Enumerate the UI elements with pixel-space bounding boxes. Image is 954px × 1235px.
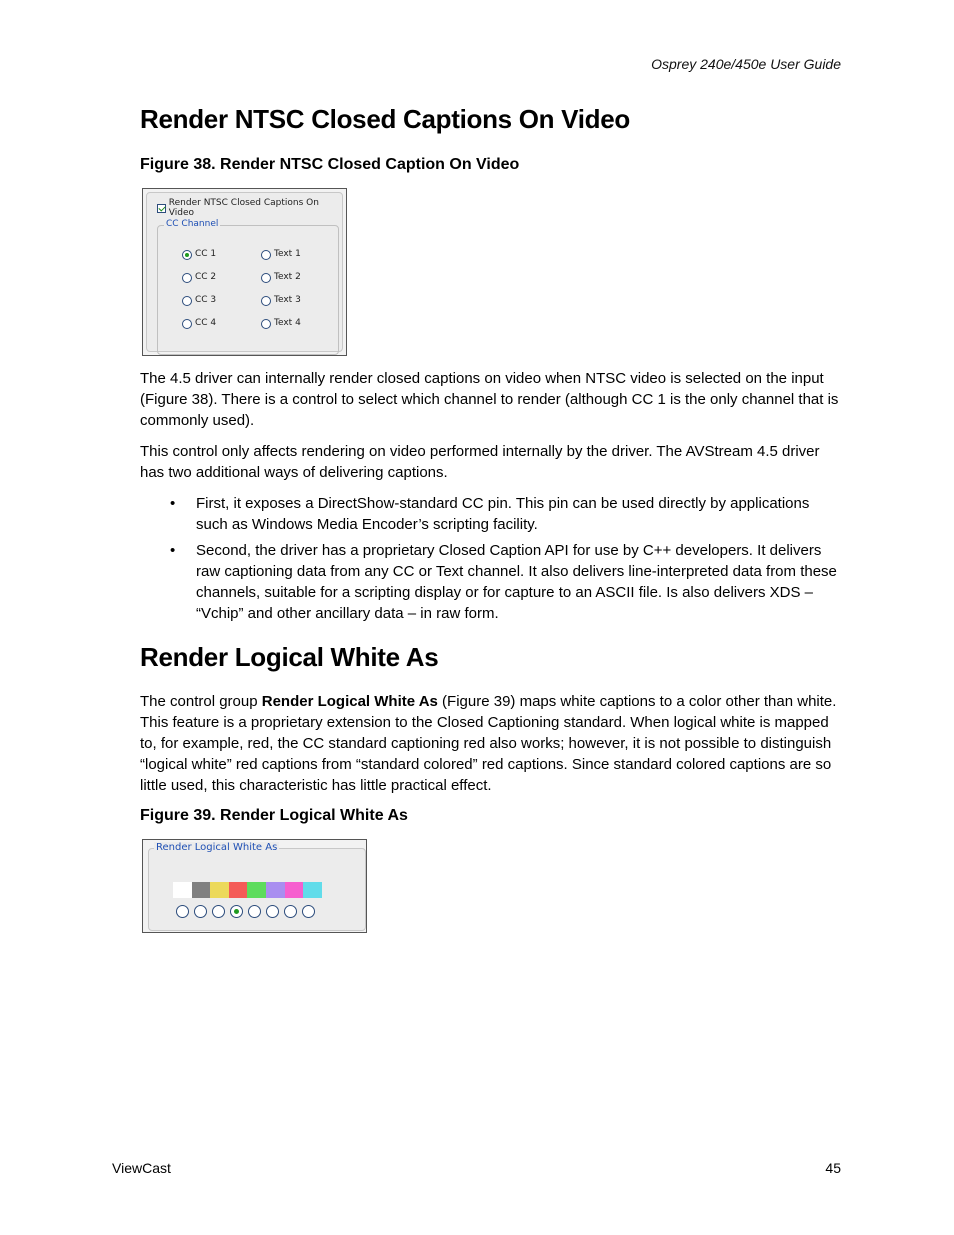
- paragraph-logical-white-start: The control group: [140, 693, 262, 710]
- footer-company: ViewCast: [112, 1160, 171, 1176]
- color-radio-4[interactable]: [230, 905, 243, 918]
- color-swatch-6: [266, 882, 285, 898]
- radio-cc3[interactable]: [182, 296, 192, 306]
- render-cc-checkbox-label: Render NTSC Closed Captions On Video: [168, 198, 319, 218]
- color-radio-row: [176, 905, 315, 918]
- radio-text4-label: Text 4: [274, 318, 301, 328]
- cc-channel-group: [157, 219, 339, 355]
- radio-cc4[interactable]: [182, 319, 192, 329]
- radio-cc3-label: CC 3: [195, 295, 217, 305]
- radio-cc2[interactable]: [182, 273, 192, 283]
- footer-page-number: 45: [825, 1160, 841, 1176]
- color-swatch-1: [173, 882, 192, 898]
- radio-text1[interactable]: [261, 250, 271, 260]
- paragraph-ntsc-1: The 4.5 driver can internally render closed captions on video when NTSC video is selected on the input (Figure 38). There is a control to select which channel to render (although CC 1 is the only channel that is commonly used).: [140, 370, 839, 429]
- color-radio-5[interactable]: [248, 905, 261, 918]
- radio-text2[interactable]: [261, 273, 271, 283]
- color-radio-3[interactable]: [212, 905, 225, 918]
- bullet-text-1: First, it exposes a DirectShow-standard CC pin. This pin can be used directly by applications such as Windows Media Encoder’s scripting facility.: [196, 495, 810, 533]
- radio-cc1[interactable]: [182, 250, 192, 260]
- logical-white-group: [148, 842, 366, 931]
- cc-channel-group-label: CC Channel: [166, 219, 219, 229]
- color-swatch-row: [173, 882, 322, 898]
- paragraph-logical-white-rest: (Figure 39) maps white captions to a color other than white. This feature is a proprietary extension to the Closed Captioning standard. When logical white is mapped to, for example, red, the CC standard captioning red also works; however, it is not possible to distinguish “logical white” red captions from “standard colored” red captions. Since standard colored captions are so little used, this characteristic has little practical effect.: [140, 693, 837, 794]
- color-radio-1[interactable]: [176, 905, 189, 918]
- running-header: Osprey 240e/450e User Guide: [651, 56, 841, 72]
- figure-39-dialog: [142, 839, 367, 933]
- render-cc-checkbox-row[interactable]: [157, 198, 342, 218]
- color-radio-8[interactable]: [302, 905, 315, 918]
- color-swatch-2: [192, 882, 211, 898]
- render-cc-checkbox[interactable]: [157, 204, 166, 213]
- logical-white-group-label: Render Logical White As: [156, 842, 278, 853]
- radio-text3[interactable]: [261, 296, 271, 306]
- radio-text1-label: Text 1: [274, 249, 301, 259]
- color-radio-6[interactable]: [266, 905, 279, 918]
- color-swatch-7: [285, 882, 304, 898]
- color-swatch-3: [210, 882, 229, 898]
- color-swatch-8: [303, 882, 322, 898]
- radio-cc4-label: CC 4: [195, 318, 217, 328]
- radio-cc2-label: CC 2: [195, 272, 217, 282]
- figure-38-caption: Figure 38. Render NTSC Closed Caption On Video: [140, 156, 520, 173]
- paragraph-ntsc-2: This control only affects rendering on video performed internally by the driver. The AVStream 4.5 driver has two additional ways of delivering captions.: [140, 443, 820, 481]
- radio-text3-label: Text 3: [274, 295, 301, 305]
- delivery-bullet-list: [140, 493, 840, 629]
- radio-text4[interactable]: [261, 319, 271, 329]
- paragraph-logical-white: [140, 691, 840, 796]
- color-radio-7[interactable]: [284, 905, 297, 918]
- color-radio-2[interactable]: [194, 905, 207, 918]
- bullet-item-2: [140, 540, 840, 624]
- bullet-text-2: Second, the driver has a proprietary Closed Caption API for use by C++ developers. It delivers raw captioning data from any CC or Text channel. It also delivers line-interpreted data from these channels, suitable for a scripting display or for capture to an ASCII file. Is also delivers XDS – “Vchip” and other ancillary data – in raw form.: [196, 542, 837, 622]
- radio-cc1-label: CC 1: [195, 249, 217, 259]
- figure-38-dialog: [142, 188, 347, 356]
- bullet-item-1: [140, 493, 840, 535]
- bullet-dot-1: •: [170, 495, 176, 512]
- section-heading-ntsc: Render NTSC Closed Captions On Video: [140, 104, 631, 134]
- color-swatch-5: [247, 882, 266, 898]
- paragraph-logical-white-bold: Render Logical White As: [261, 693, 438, 710]
- figure-39-caption: Figure 39. Render Logical White As: [140, 807, 408, 824]
- radio-text2-label: Text 2: [274, 272, 301, 282]
- bullet-dot-2: •: [170, 542, 176, 559]
- color-swatch-4: [229, 882, 248, 898]
- section-heading-logical-white: Render Logical White As: [140, 642, 439, 672]
